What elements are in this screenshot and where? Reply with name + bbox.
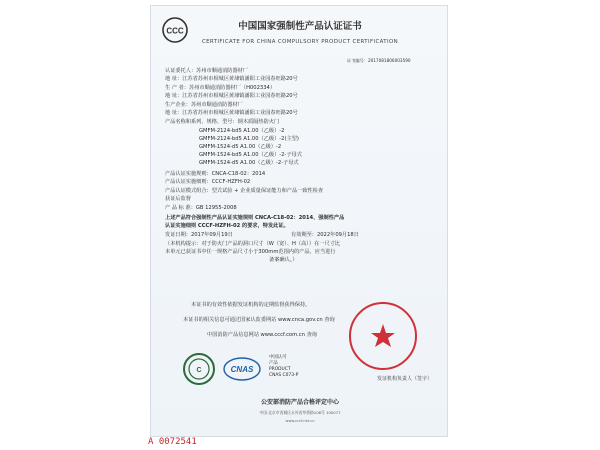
cnas-line2: 产品 [269,361,278,366]
cnas-logo-icon [223,356,261,382]
svg-text:C: C [196,367,202,374]
certificate-title-en: CERTIFICATE FOR CHINA COMPULSORY PRODUCT CERTIFICATION [201,39,399,45]
conformity-statement: 认证实施细则 CCCF-HZFH-02 的要求，特发此证。 [165,223,289,229]
info-query-cccf: 中国消防产品信息网站 www.cccf.com.cn 查询 [207,332,317,338]
cccf-logo-icon [181,351,217,387]
org-address: 中国·北京市西城区永外西草桥路108号 100077 [259,410,341,415]
cnas-line3: PRODUCT [269,367,291,372]
field-line: 生产企业：苏州市顺通消防器材厂 [165,102,243,108]
svg-text:CNAS: CNAS [230,365,254,374]
model-line: GMFM-2124-bd5 A1.00（乙级）-2 [199,128,285,134]
info-query-cnca: 本证书的相关信息可通过国家认监委网站 www.cnca.gov.cn 查询 [183,317,335,323]
certificate-number: 证书编号：2017081806003590 [347,58,411,63]
agency-note: 本单元已获证书中任一规格产品尺寸小于300mm范围内的产品，应当进行 [165,249,336,255]
model-line: GMFM-1524-d5 A1.00（乙级）-2-子母式 [199,160,299,166]
svg-text:CCC: CCC [166,26,184,36]
field-line: 地 址：江苏省苏州市相城区黄埭镇潘阳工业园春旺路20号 [165,93,298,99]
agency-note: 备案确认。） [269,257,298,263]
field-line: 生 产 者：苏州市顺通消防器材厂（H002334） [165,85,276,91]
certificate [150,5,448,437]
field-line: 产品认证实施细则：CCCF-HZFH-02 [165,179,251,185]
model-line: GMFM-1524-d5 A1.00（乙级）-2 [199,144,282,150]
field-line: 产品认证实施规则：CNCA-C18-02：2014 [165,171,266,177]
cnas-code: CNAS C073-P [269,373,299,378]
agency-note: （本机构提示：对于防火门产品的洞口尺寸（W（宽）、H（高））在一尺寸比 [165,241,341,247]
expiry-date: 有效期至：2022年09月18日 [291,232,359,238]
conformity-statement: 上述产品符合强制性产品认证实施规则 CNCA-C18-02：2014、强制性产品 [165,215,345,221]
certificate-title-cn: 中国国家强制性产品认证证书 [238,21,362,32]
field-line: 地 址：江苏省苏州市相城区黄埭镇潘阳工业园春旺路20号 [165,76,298,82]
field-line: 产 品 标 准：GB 12955-2008 [165,205,237,211]
validity-note: 本证书的有效性依据发证机构的定期监督获得保持。 [191,302,311,308]
model-line: GMFM-2124-bd5 A1.00（乙级）-2(主型) [199,136,299,142]
official-seal-icon [347,300,419,372]
field-line: 获证后监督 [165,196,191,202]
serial-number: A 0072541 [148,437,197,447]
issuing-org: 公安部消防产品合格评定中心 [260,399,339,406]
org-url: www.cccf.net.cn [285,419,315,423]
field-line: 地 址：江苏省苏州市相城区黄埭镇潘阳工业园春旺路20号 [165,110,298,116]
model-line: GMFM-1524-bd5 A1.00（乙级）-2-子母式 [199,152,302,158]
signature-label: 发证机构负责人（签字） [377,376,433,382]
field-line: 产品名称和系列、规格、型号：钢木质隔热防火门 [165,119,280,125]
cnas-cn: 中国认可 [269,355,287,360]
field-line: 认证委托人：苏州市顺通消防器材厂 [165,68,249,74]
field-line: 产品认证模式组合：型式试验 + 企业质量保证能力和产品一致性检查 [165,188,324,194]
issue-date: 发证日期：2017年09月19日 [165,232,233,238]
